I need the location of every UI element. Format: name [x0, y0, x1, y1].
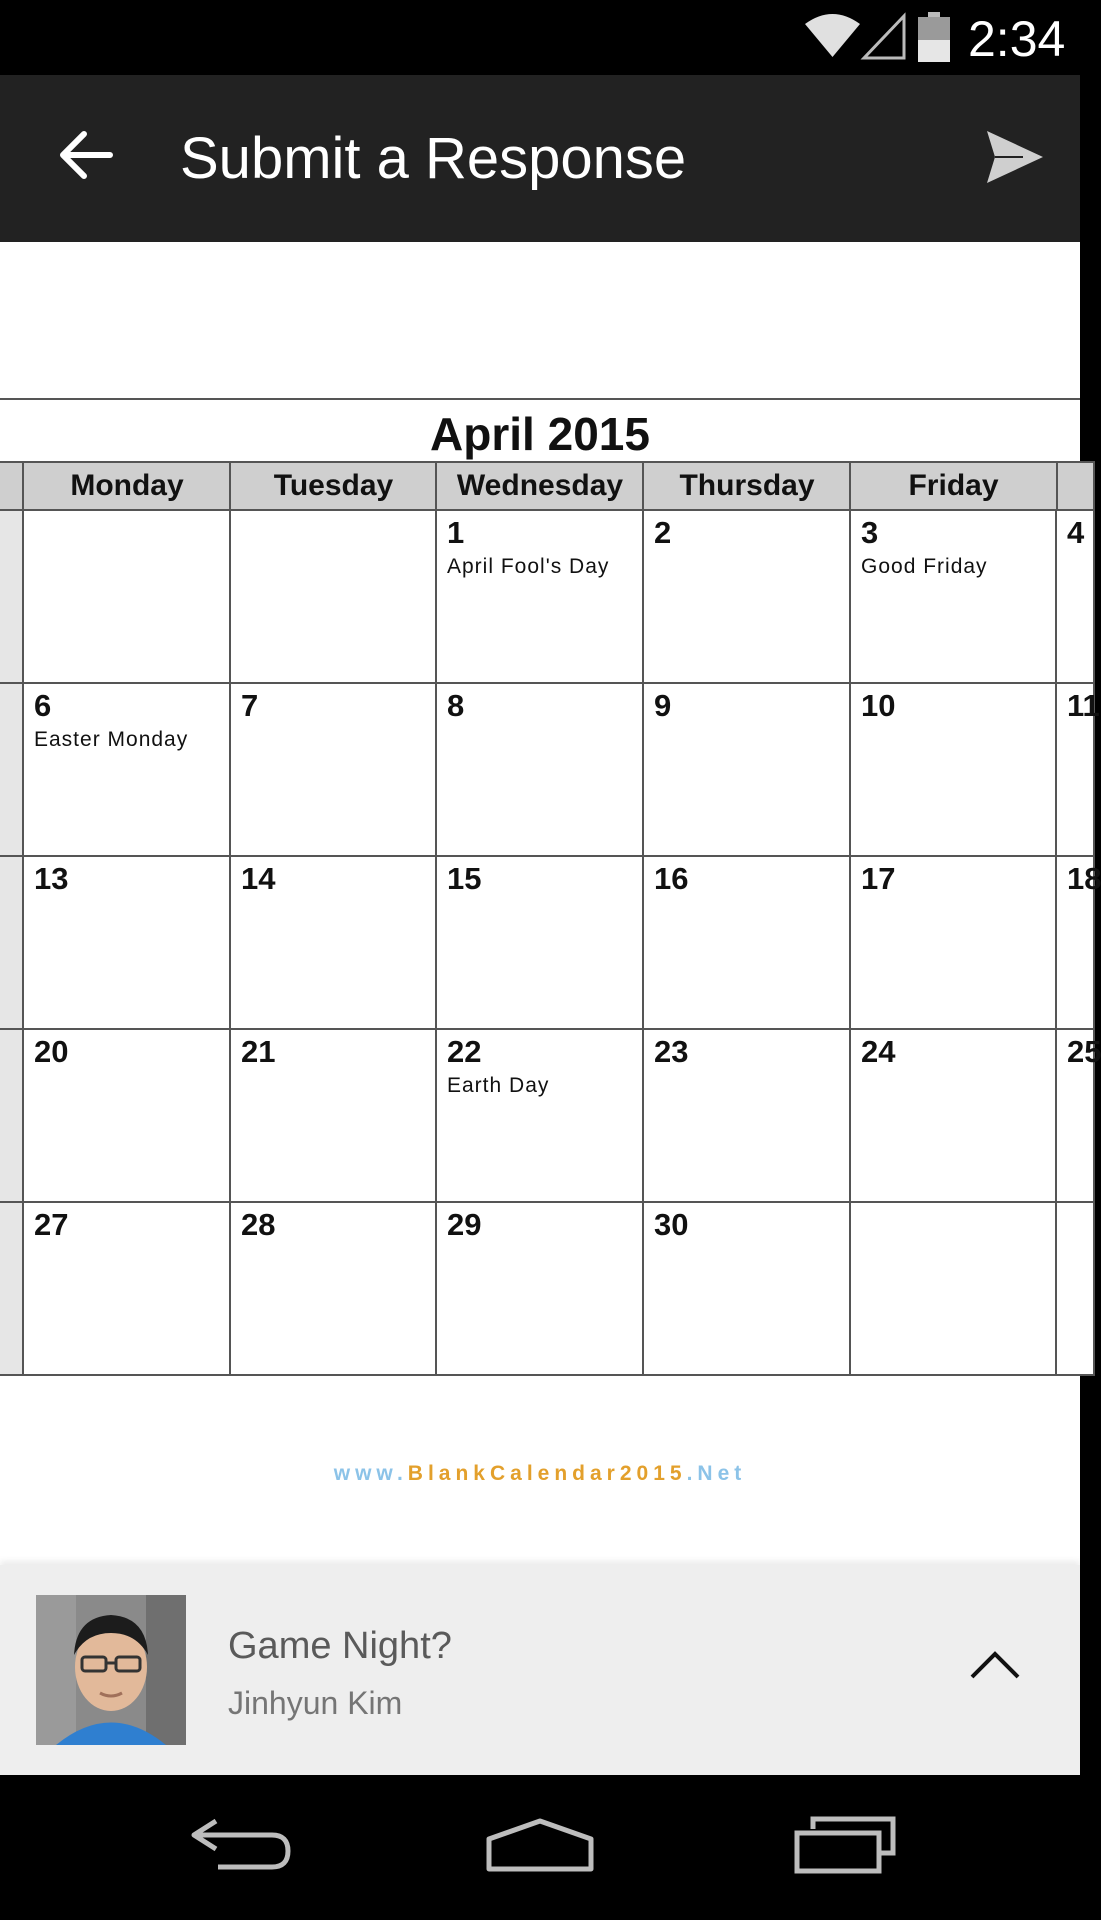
calendar-overflow-cell [1055, 855, 1101, 1030]
day-number: 21 [241, 1034, 276, 1069]
calendar-header-edge [1055, 461, 1095, 511]
calendar-day-cell [849, 1201, 1058, 1376]
divider [0, 398, 1080, 400]
calendar-day-cell [22, 855, 232, 1030]
nav-recents-icon [793, 1817, 897, 1873]
page-title: Submit a Response [180, 126, 687, 191]
calendar-day-cell [229, 509, 438, 684]
day-number: 24 [861, 1034, 896, 1069]
arrow-left-icon [58, 130, 112, 180]
day-number: 18 [1067, 861, 1101, 896]
calendar-day-cell [22, 682, 232, 857]
calendar-day-cell [435, 855, 645, 1030]
day-number: 4 [1067, 515, 1085, 550]
calendar-edge-cell [0, 1201, 24, 1376]
holiday-label: April Fool's Day [447, 555, 610, 578]
calendar-image [0, 242, 1101, 1565]
day-number: 6 [34, 688, 52, 723]
calendar-day-cell [22, 1201, 232, 1376]
calendar-day-cell [229, 1028, 438, 1203]
weekday-header: Monday [22, 461, 232, 511]
calendar-day-cell [642, 1028, 852, 1203]
day-number: 30 [654, 1207, 689, 1242]
day-number: 11 [1067, 688, 1100, 723]
calendar-day-cell [642, 1201, 852, 1376]
calendar-day-cell [642, 855, 852, 1030]
nav-back-icon [188, 1817, 292, 1873]
cell-signal-icon [862, 14, 906, 60]
day-number: 28 [241, 1207, 276, 1242]
nav-home-button[interactable] [470, 1800, 610, 1890]
status-time: 2:34 [968, 11, 1066, 67]
calendar-day-cell [849, 509, 1058, 684]
weekday-header: Friday [849, 461, 1058, 511]
calendar-day-cell [435, 509, 645, 684]
chevron-up-icon [969, 1650, 1021, 1680]
calendar-edge-cell [0, 855, 24, 1030]
expand-button[interactable] [960, 1635, 1030, 1695]
message-sender: Jinhyun Kim [228, 1685, 403, 1721]
calendar-day-cell [435, 1028, 645, 1203]
calendar-website: www.BlankCalendar2015.Net [333, 1462, 747, 1485]
calendar-day-cell [849, 855, 1058, 1030]
day-number: 15 [447, 861, 482, 896]
nav-home-icon [485, 1817, 595, 1873]
calendar-day-cell [229, 1201, 438, 1376]
message-subject: Game Night? [228, 1625, 452, 1667]
calendar-overflow-cell [1055, 509, 1095, 684]
nav-recents-button[interactable] [775, 1800, 915, 1890]
calendar-edge-cell [0, 1028, 24, 1203]
calendar-title: April 2015 [430, 408, 650, 460]
day-number: 14 [241, 861, 276, 896]
calendar-header-edge [0, 461, 24, 511]
calendar-day-cell [22, 1028, 232, 1203]
holiday-label: Easter Monday [34, 728, 189, 751]
calendar-day-cell [849, 682, 1058, 857]
day-number: 10 [861, 688, 896, 723]
status-bar [0, 0, 1080, 75]
day-number: 20 [34, 1034, 69, 1069]
nav-back-button[interactable] [170, 1800, 310, 1890]
calendar-day-cell [642, 682, 852, 857]
calendar-overflow-cell [1055, 1201, 1095, 1376]
send-icon [985, 129, 1045, 185]
calendar-overflow-cell [1055, 1028, 1101, 1203]
calendar-edge-cell [0, 682, 24, 857]
day-number: 8 [447, 688, 465, 723]
calendar-edge-cell [0, 509, 24, 684]
day-number: 2 [654, 515, 672, 550]
day-number: 23 [654, 1034, 689, 1069]
calendar-day-cell [229, 682, 438, 857]
avatar [36, 1595, 186, 1745]
holiday-label: Good Friday [861, 555, 988, 578]
day-number: 25 [1067, 1034, 1101, 1069]
app-bar [0, 75, 1080, 242]
holiday-label: Earth Day [447, 1074, 550, 1097]
day-number: 9 [654, 688, 672, 723]
day-number: 13 [34, 861, 69, 896]
weekday-header: Thursday [642, 461, 852, 511]
day-number: 1 [447, 515, 465, 550]
day-number: 29 [447, 1207, 482, 1242]
calendar-day-cell [435, 1201, 645, 1376]
message-sheet[interactable] [0, 1565, 1080, 1775]
back-button[interactable] [45, 115, 125, 195]
calendar-day-cell [849, 1028, 1058, 1203]
weekday-header: Wednesday [435, 461, 645, 511]
day-number: 7 [241, 688, 259, 723]
calendar-day-cell [642, 509, 852, 684]
calendar-day-cell [22, 509, 232, 684]
send-button[interactable] [970, 117, 1060, 197]
day-number: 22 [447, 1034, 482, 1069]
weekday-header: Tuesday [229, 461, 438, 511]
nav-bar [0, 1775, 1080, 1920]
calendar-day-cell [229, 855, 438, 1030]
day-number: 3 [861, 515, 879, 550]
battery-icon [918, 12, 950, 62]
day-number: 17 [861, 861, 896, 896]
day-number: 16 [654, 861, 689, 896]
calendar-overflow-cell [1055, 682, 1100, 857]
calendar-day-cell [435, 682, 645, 857]
day-number: 27 [34, 1207, 69, 1242]
wifi-icon [805, 14, 860, 58]
